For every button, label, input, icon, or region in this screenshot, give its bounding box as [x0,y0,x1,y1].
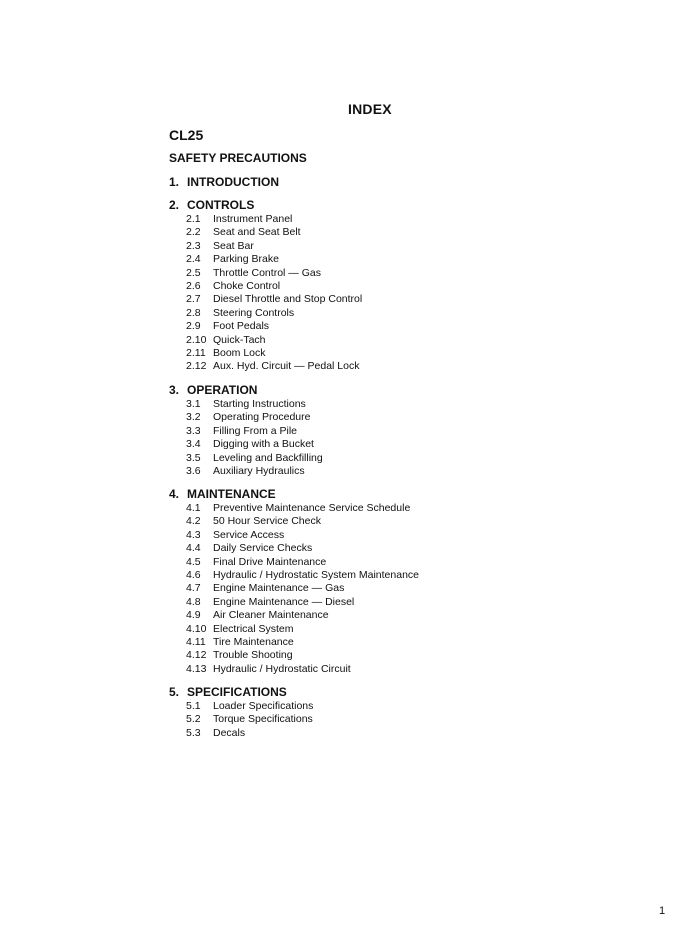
list-item [169,649,419,662]
list-item [169,623,419,636]
section-title: SPECIFICATIONS [187,685,287,699]
list-item [169,360,362,373]
section-heading [169,487,419,502]
section-heading [169,198,362,213]
list-item [169,636,419,649]
section-items [169,700,313,740]
item-number: 3.1 [186,398,201,410]
model-heading: CL25 [169,127,204,143]
item-label: Choke Control [213,279,281,292]
item-number: 3.3 [186,424,201,437]
item-number: 4.6 [186,568,201,581]
list-item [169,542,419,555]
list-item [169,398,323,411]
list-item [169,334,362,347]
item-label: Engine Maintenance — Diesel [213,595,355,608]
page-title: INDEX [348,101,392,117]
section-items [169,213,362,374]
list-item [169,609,419,622]
item-label: Seat Bar [213,239,254,252]
item-label: Hydraulic / Hydrostatic Circuit [213,662,351,675]
item-label: Air Cleaner Maintenance [213,609,329,622]
item-number: 4.1 [186,502,201,514]
item-label: Boom Lock [213,346,266,359]
section-number: 3. [169,383,180,397]
section-number: 1. [169,175,180,189]
item-number: 2.6 [186,279,201,292]
item-number: 5.1 [186,700,201,712]
section-title: INTRODUCTION [187,175,279,189]
item-number: 2.12 [186,360,207,373]
list-item [169,280,362,293]
item-number: 2.4 [186,253,201,266]
section-controls [169,198,362,374]
section-heading [169,383,323,398]
section-introduction [169,175,279,190]
item-label: Final Drive Maintenance [213,555,327,568]
item-number: 3.4 [186,438,201,451]
section-items [169,502,419,676]
item-number: 2.8 [186,306,201,319]
item-label: Electrical System [213,622,294,635]
item-number: 3.6 [186,464,201,477]
list-item [169,727,313,740]
item-label: Parking Brake [213,253,279,266]
item-number: 5.2 [186,713,201,726]
list-item [169,502,419,515]
section-specifications [169,685,313,740]
list-item [169,253,362,266]
item-number: 4.11 [186,635,206,648]
item-label: Aux. Hyd. Circuit — Pedal Lock [213,360,360,373]
section-number: 2. [169,198,180,212]
item-number: 4.9 [186,609,201,622]
item-number: 4.5 [186,555,201,568]
item-label: Auxiliary Hydraulics [213,464,305,477]
item-label: Instrument Panel [213,213,293,225]
item-number: 4.8 [186,595,201,608]
item-number: 2.10 [186,333,207,346]
item-number: 2.2 [186,226,201,239]
item-number: 3.2 [186,411,201,424]
list-item [169,596,419,609]
list-item [169,425,323,438]
item-number: 4.7 [186,582,201,595]
item-number: 4.2 [186,515,201,528]
item-number: 4.13 [186,662,207,675]
list-item [169,465,323,478]
item-label: Decals [213,726,246,739]
item-number: 4.12 [186,649,207,662]
list-item [169,515,419,528]
list-item [169,713,313,726]
list-item [169,529,419,542]
item-label: Trouble Shooting [213,649,293,662]
list-item [169,438,323,451]
section-items [169,398,323,478]
item-label: Engine Maintenance — Gas [213,582,345,595]
item-number: 2.7 [186,293,201,306]
item-label: Service Access [213,528,285,541]
list-item [169,569,419,582]
list-item [169,556,419,569]
list-item [169,411,323,424]
item-number: 2.5 [186,266,201,279]
item-label: Foot Pedals [213,320,270,333]
list-item [169,213,362,226]
item-label: Seat and Seat Belt [213,226,301,239]
item-number: 4.3 [186,528,201,541]
item-label: Diesel Throttle and Stop Control [213,293,363,306]
section-heading [169,175,279,190]
item-label: Quick-Tach [213,333,266,346]
item-label: Leveling and Backfilling [213,451,323,464]
page-number: 1 [659,905,666,917]
section-operation [169,383,323,478]
section-title: OPERATION [187,383,258,397]
list-item [169,700,313,713]
item-label: Torque Specifications [213,713,313,726]
item-number: 3.5 [186,451,201,464]
list-item [169,293,362,306]
list-item [169,582,419,595]
list-item [169,267,362,280]
section-number: 5. [169,685,180,699]
safety-precautions-heading: SAFETY PRECAUTIONS [169,151,307,165]
section-maintenance [169,487,419,676]
list-item [169,320,362,333]
section-number: 4. [169,487,180,501]
item-number: 4.4 [186,542,201,555]
item-label: Daily Service Checks [213,542,313,555]
section-heading [169,685,313,700]
item-number: 2.1 [186,213,201,225]
item-number: 2.11 [186,346,206,359]
item-label: 50 Hour Service Check [213,515,321,528]
item-label: Steering Controls [213,306,295,319]
item-label: Throttle Control — Gas [213,266,321,279]
item-label: Tire Maintenance [213,635,294,648]
list-item [169,307,362,320]
list-item [169,347,362,360]
item-label: Loader Specifications [213,700,314,712]
item-label: Hydraulic / Hydrostatic System Maintenance [213,568,419,581]
list-item [169,663,419,676]
item-label: Filling From a Pile [213,424,298,437]
section-title: CONTROLS [187,198,255,212]
list-item [169,240,362,253]
item-number: 2.9 [186,320,201,333]
item-label: Digging with a Bucket [213,438,314,451]
section-title: MAINTENANCE [187,487,276,501]
item-number: 4.10 [186,622,207,635]
item-label: Operating Procedure [213,411,311,424]
item-number: 5.3 [186,726,201,739]
list-item [169,226,362,239]
list-item [169,452,323,465]
item-label: Starting Instructions [213,398,306,410]
item-label: Preventive Maintenance Service Schedule [213,502,411,514]
item-number: 2.3 [186,239,201,252]
